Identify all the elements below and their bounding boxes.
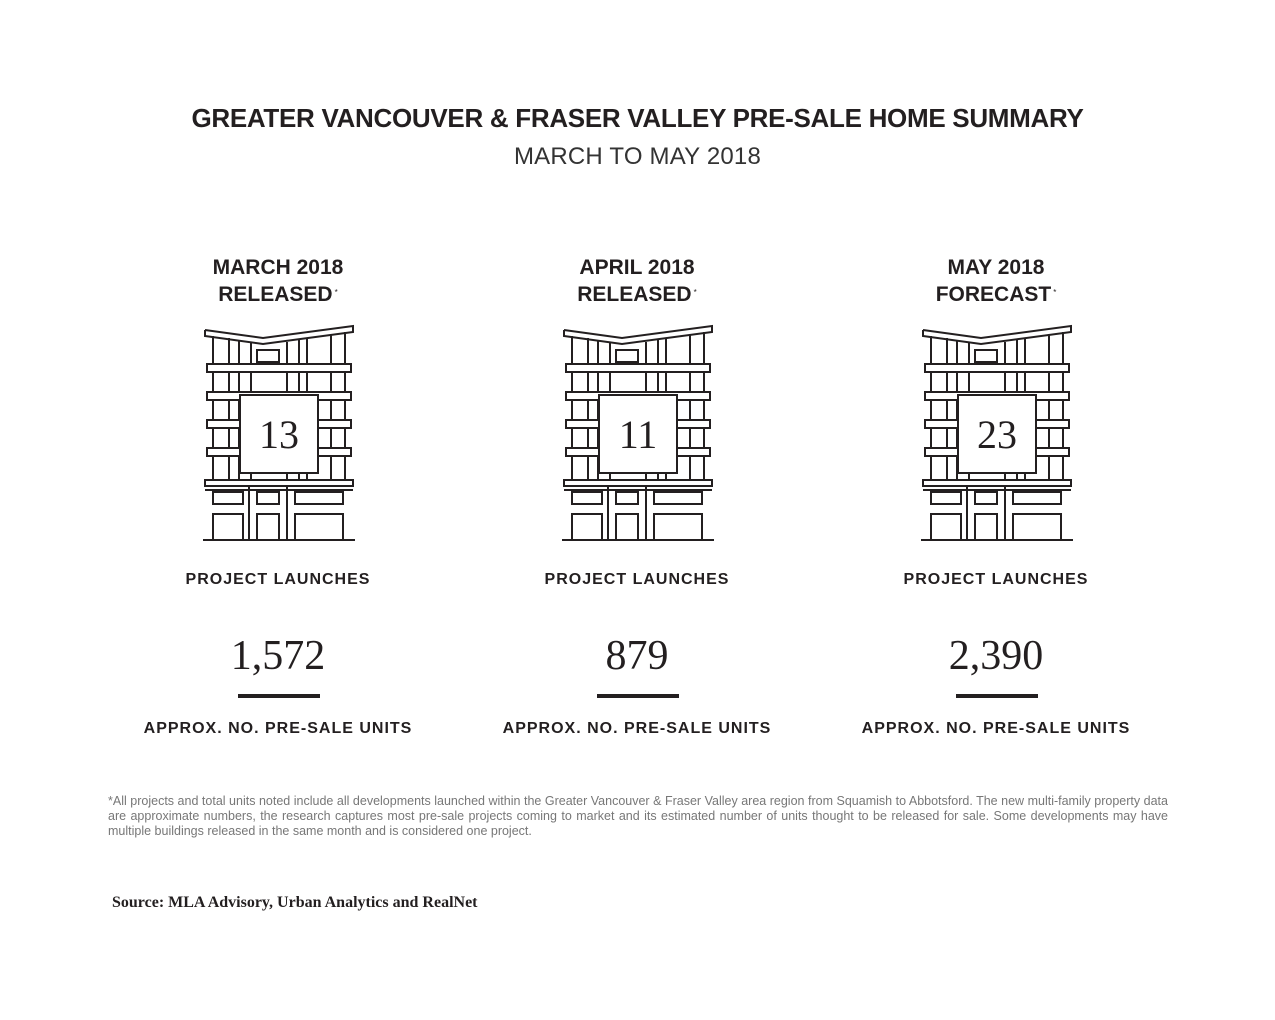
- building-icon: [921, 322, 1073, 547]
- source-citation: Source: MLA Advisory, Urban Analytics and RealNet: [112, 894, 478, 911]
- column-status: FORECAST: [935, 283, 1052, 306]
- column-heading: [98, 254, 458, 308]
- summary-column-may: [816, 0, 1176, 1020]
- column-status: RELEASED: [218, 283, 333, 306]
- project-launch-count: 23: [977, 411, 1017, 457]
- summary-column-march: [98, 0, 458, 1020]
- presale-units-label: APPROX. NO. PRE-SALE UNITS: [143, 720, 413, 737]
- presale-units-value: 879: [605, 633, 669, 679]
- project-launch-count: 11: [618, 411, 658, 457]
- project-launches-label: PROJECT LAUNCHES: [903, 571, 1089, 588]
- column-heading: [457, 254, 817, 308]
- project-launches-label: PROJECT LAUNCHES: [544, 571, 730, 588]
- presale-units-label: APPROX. NO. PRE-SALE UNITS: [861, 720, 1131, 737]
- units-divider: [597, 694, 679, 698]
- column-heading: [816, 254, 1176, 308]
- page-subtitle: MARCH TO MAY 2018: [513, 143, 762, 170]
- units-divider: [956, 694, 1038, 698]
- column-status: RELEASED: [577, 283, 692, 306]
- presale-units-label: APPROX. NO. PRE-SALE UNITS: [502, 720, 772, 737]
- project-launches-label: PROJECT LAUNCHES: [185, 571, 371, 588]
- column-month: APRIL 2018: [579, 256, 695, 279]
- page-title: GREATER VANCOUVER & FRASER VALLEY PRE-SALE HOME SUMMARY: [191, 103, 1084, 133]
- building-icon: [203, 322, 355, 547]
- presale-units-value: 2,390: [948, 633, 1044, 679]
- presale-units-value: 1,572: [230, 633, 326, 679]
- footnote-marker: *: [334, 288, 338, 297]
- footnote-text: *All projects and total units noted include all developments launched within the Greater Vancouver & Fraser Valley area region from Squamish to Abbotsford. The new multi-family property data are approximate numbers, the research captures most pre-sale projects coming to market and its estimated number of units thought to be released for sale. Some developments may have multiple buildings released in the same month and is considered one project.: [108, 794, 1168, 838]
- column-month: MARCH 2018: [212, 256, 344, 279]
- summary-column-april: [457, 0, 817, 1020]
- footnote-marker: *: [1053, 288, 1057, 297]
- project-launch-count: 13: [259, 411, 299, 457]
- footnote-marker: *: [693, 288, 697, 297]
- building-icon: [562, 322, 714, 547]
- column-month: MAY 2018: [947, 256, 1045, 279]
- units-divider: [238, 694, 320, 698]
